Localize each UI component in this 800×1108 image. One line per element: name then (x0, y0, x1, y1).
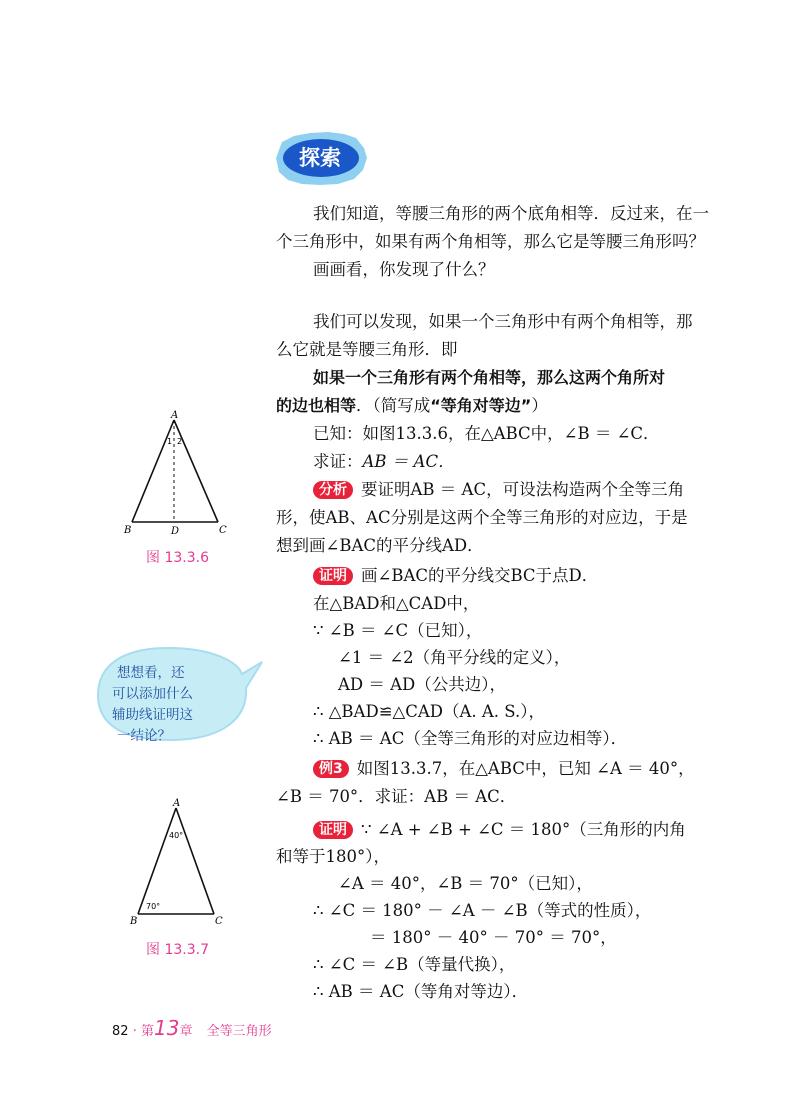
discovery-line-2: 么它就是等腰三角形．即 (276, 340, 458, 359)
example3-badge: 例3 (313, 760, 349, 778)
fig2-label-B: B (130, 916, 138, 927)
proof1-line-7: ∴ AB ＝ AC（全等三角形的对应边相等）． (313, 729, 628, 748)
fig1-label-1: 1 (167, 437, 173, 446)
theorem-line-2 (276, 394, 548, 418)
bubble-line-2: 可以添加什么 (112, 686, 193, 702)
proof1-line-2: 在△BAD和△CAD中， (313, 594, 480, 613)
proof2-line-1 (313, 818, 686, 842)
fig2-side-AC (176, 808, 214, 914)
footer-dot: · (132, 1024, 137, 1039)
proof2-line-2: 和等于180°）， (276, 847, 390, 866)
intro-line-3: 画画看，你发现了什么？ (313, 260, 495, 279)
figure-13-3-6-caption: 图 13.3.6 (146, 550, 209, 566)
fig2-label-C: C (215, 916, 223, 927)
analysis-line-3: 想到画∠BAC的平分线AD． (276, 536, 484, 555)
proof2-text-1: ∵ ∠A + ∠B + ∠C ＝ 180°（三角形的内角 (361, 820, 686, 839)
fig2-angle-A: 40° (169, 831, 184, 840)
theorem-line-2-bold: 的边也相等 (276, 396, 357, 415)
given-label: 已知： (313, 424, 363, 443)
fig1-side-AB (132, 420, 174, 522)
proof1-line-5: AD ＝ AD（公共边）， (338, 675, 507, 694)
proof2-line-6: ∴ ∠C ＝ ∠B（等量代换）， (313, 955, 516, 974)
example3-line-2: ∠B ＝ 70°．求证：AB ＝ AC． (276, 787, 517, 806)
fig1-label-C: C (219, 525, 227, 536)
fig2-angle-B: 70° (146, 902, 161, 911)
theorem-line-1: 如果一个三角形有两个角相等，那么这两个角所对 (313, 368, 666, 387)
proof1-line-3: ∵ ∠B ＝ ∠C（已知）， (313, 621, 483, 640)
fig1-label-2: 2 (177, 437, 183, 446)
chapter-title: 全等三角形 (206, 1024, 272, 1039)
fig1-label-A: A (171, 410, 179, 421)
chapter-suffix: 章 (179, 1024, 193, 1039)
given-line (313, 422, 660, 446)
bubble-line-3: 辅助线证明这 (112, 707, 193, 723)
proof1-line-6: ∴ △BAD≌△CAD（A. A. S.）， (313, 702, 546, 721)
fig2-label-A: A (173, 798, 181, 809)
discovery-line-1: 我们可以发现，如果一个三角形中有两个角相等，那 (313, 312, 693, 331)
prove-text: AB ＝ AC． (362, 452, 455, 471)
page-footer (112, 1016, 272, 1040)
bubble-line-1: 想想看，还 (117, 665, 185, 681)
proof2-badge: 证明 (313, 821, 353, 839)
fig1-label-D: D (171, 526, 180, 537)
analysis-badge: 分析 (313, 481, 353, 499)
theorem-close-paren: ） (531, 396, 548, 415)
analysis-text-1: 要证明AB ＝ AC，可设法构造两个全等三角 (361, 480, 685, 499)
fig1-side-AC (174, 420, 218, 522)
fig1-label-B: B (124, 525, 132, 536)
explore-badge (270, 128, 370, 188)
explore-badge-label: 探索 (299, 146, 341, 170)
figure-13-3-6 (120, 410, 230, 540)
theorem-line-2-rest: ．（简写成 (356, 396, 431, 415)
prove-label: 求证： (313, 452, 363, 471)
proof1-line-4: ∠1 ＝ ∠2（角平分线的定义）， (338, 648, 571, 667)
intro-line-1: 我们知道，等腰三角形的两个底角相等．反过来，在一 (313, 204, 709, 223)
figure-13-3-7-caption: 图 13.3.7 (146, 942, 209, 958)
proof2-line-4: ∴ ∠C ＝ 180° － ∠A － ∠B（等式的性质）， (313, 901, 652, 920)
proof2-line-7: ∴ AB ＝ AC（等角对等边）． (313, 982, 529, 1001)
analysis-line-1 (313, 478, 684, 502)
proof1-badge: 证明 (313, 567, 353, 585)
figure-13-3-7 (124, 796, 230, 928)
chapter-number: 13 (153, 1016, 180, 1040)
fig2-side-AB (138, 808, 176, 914)
example3-line-1 (313, 757, 695, 781)
theorem-short-name: “等角对等边” (430, 396, 532, 415)
prove-line (313, 450, 455, 474)
chapter-prefix: 第 (140, 1024, 154, 1039)
proof1-text-1: 画∠BAC的平分线交BC于点D． (361, 566, 599, 585)
proof2-line-5: ＝ 180° － 40° － 70° ＝ 70°， (370, 928, 617, 947)
intro-line-2: 个三角形中，如果有两个角相等，那么它是等腰三角形吗？ (276, 232, 705, 251)
page-number: 82 (112, 1024, 129, 1039)
proof2-line-3: ∠A ＝ 40°，∠B ＝ 70°（已知）， (338, 874, 593, 893)
bubble-line-4: 一结论？ (117, 728, 171, 744)
proof1-line-1 (313, 564, 598, 588)
analysis-line-2: 形，使AB、AC分别是这两个全等三角形的对应边，于是 (276, 508, 688, 527)
given-text: 如图13.3.6，在△ABC中，∠B ＝ ∠C． (362, 424, 660, 443)
example3-text-1: 如图13.3.7，在△ABC中，已知 ∠A ＝ 40°， (356, 759, 695, 778)
